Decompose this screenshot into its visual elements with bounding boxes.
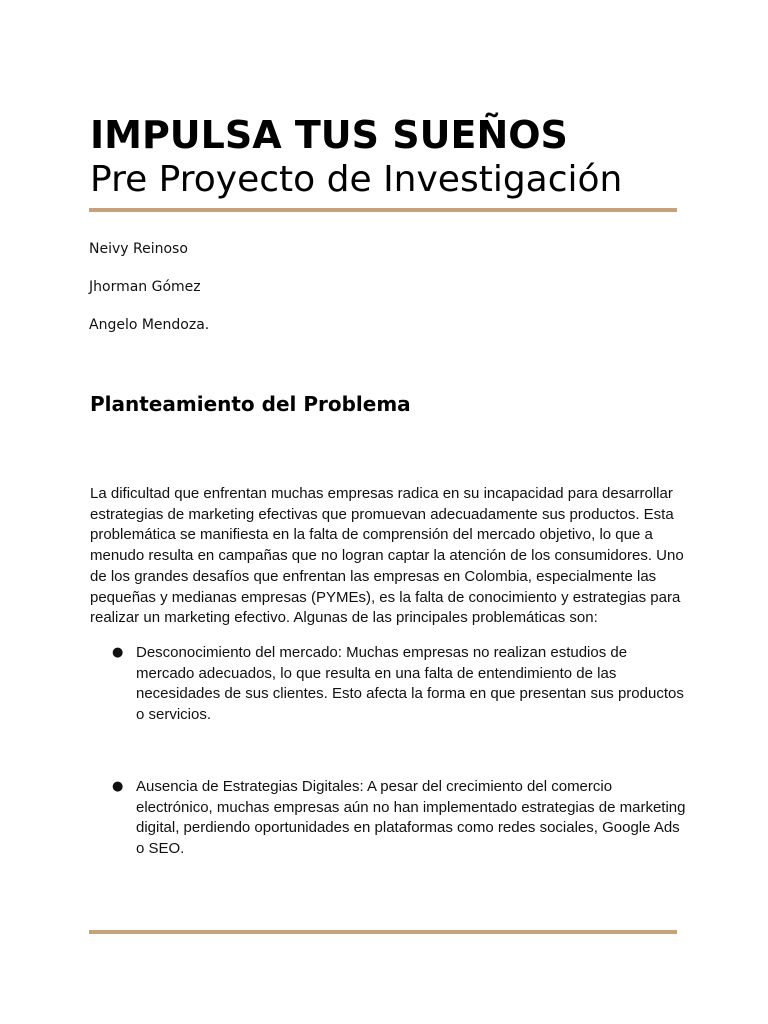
author-name: Angelo Mendoza. (89, 317, 210, 333)
body-paragraph: La dificultad que enfrentan muchas empresas radica en su incapacidad para desarrollar estrategias de marketing efectivas que promuevan adecuadamente sus productos. Esta problemática se manifiesta en la falta de comprensión del mercado objetivo, lo que a menudo resulta en campañas que no logran captar la atención de los consumidores. Uno de los grandes desafíos que enfrentan las empresas en Colombia, especialmente las pequeñas y medianas empresas (PYMEs), es la falta de conocimiento y estrategias para realizar un marketing efectivo. Algunas de las principales problemáticas son: (90, 485, 684, 627)
bullet-list-item (112, 777, 686, 860)
document-title: IMPULSA TUS SUEÑOS (90, 113, 568, 157)
author-name: Neivy Reinoso (89, 241, 188, 257)
top-divider (89, 208, 677, 212)
bullet-icon: ● (112, 645, 124, 660)
bullet-text: Ausencia de Estrategias Digitales: A pesar del crecimiento del comercio electrónico, muchas empresas aún no han implementado estrategias de marketing digital, perdiendo oportunidades en plataformas como redes sociales, Google Ads o SEO. (136, 778, 686, 858)
author-name: Jhorman Gómez (89, 279, 201, 295)
bullet-icon: ● (112, 779, 124, 794)
bullet-list-item (112, 643, 686, 726)
bullet-text: Desconocimiento del mercado: Muchas empresas no realizan estudios de mercado adecuados, lo que resulta en una falta de entendimiento de las necesidades de sus clientes. Esto afecta la forma en que presentan sus productos o servicios. (136, 644, 684, 724)
section-heading: Planteamiento del Problema (90, 392, 411, 416)
document-subtitle: Pre Proyecto de Investigación (90, 159, 623, 200)
bottom-divider (89, 930, 677, 934)
